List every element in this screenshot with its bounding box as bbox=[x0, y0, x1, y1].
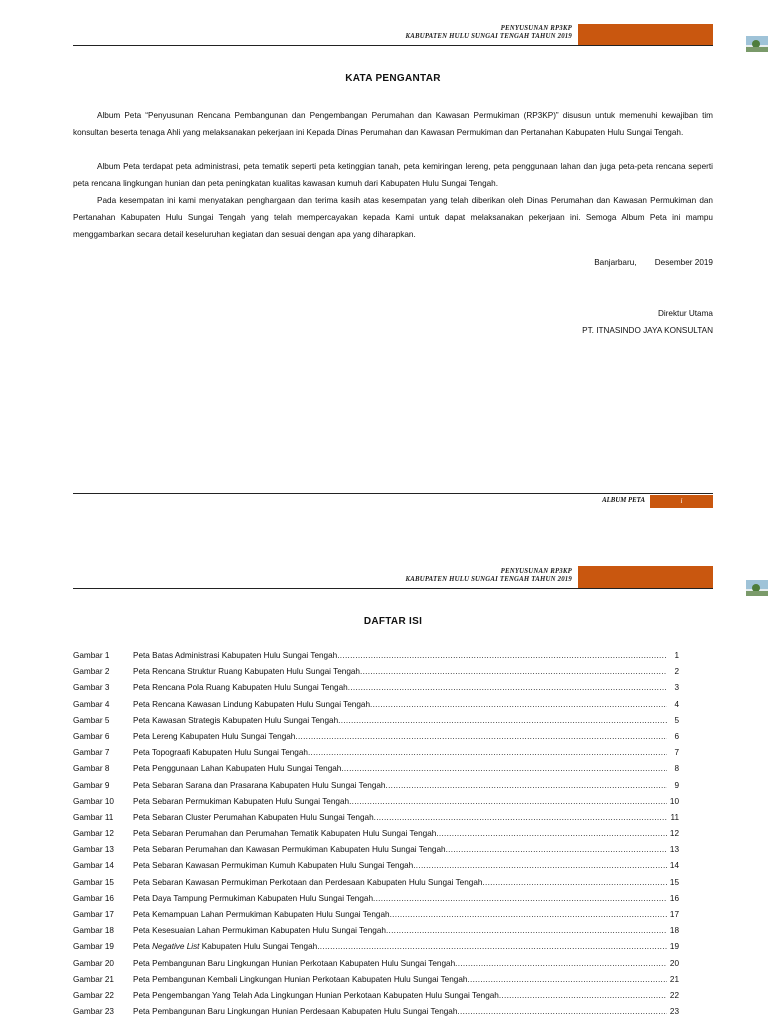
toc-entry-title: Peta Sebaran Kawasan Permukiman Perkotaan dan Perdesaan Kabupaten Hulu Sungai Tengah ..... bbox=[133, 875, 667, 891]
toc-entry[interactable] bbox=[73, 794, 679, 810]
toc-entry-title-italic: Negative List bbox=[152, 942, 200, 952]
toc-entry-number: Gambar 12 bbox=[73, 829, 114, 839]
toc-entry-page: 23 bbox=[669, 1007, 679, 1017]
toc-entry-page: 7 bbox=[674, 748, 679, 758]
toc-entry-number: Gambar 22 bbox=[73, 990, 114, 1000]
toc-entry-number: Gambar 5 bbox=[73, 715, 110, 725]
toc-entry[interactable] bbox=[73, 664, 679, 680]
toc-entry-page: 9 bbox=[674, 780, 679, 790]
toc-leader-dots bbox=[295, 729, 667, 745]
toc-entry[interactable] bbox=[73, 745, 679, 761]
toc-entry-title: Peta Kawasan Strategis Kabupaten Hulu Sungai Tengah ..... bbox=[133, 713, 667, 729]
toc-leader-dots bbox=[337, 648, 667, 664]
landscape-thumbnail-icon bbox=[746, 36, 768, 52]
toc-leader-dots bbox=[390, 907, 667, 923]
toc-leader-dots bbox=[373, 891, 667, 907]
toc-entry-title: Peta Rencana Pola Ruang Kabupaten Hulu Sungai Tengah ..... bbox=[133, 680, 667, 696]
toc-entry[interactable] bbox=[73, 988, 679, 1004]
signer-title: Direktur Utama bbox=[657, 309, 713, 318]
date-text: Desember 2019 bbox=[654, 258, 713, 267]
toc-leader-dots bbox=[370, 697, 667, 713]
toc-entry[interactable] bbox=[73, 1004, 679, 1020]
landscape-thumbnail-icon bbox=[746, 580, 768, 596]
toc-entry-page: 14 bbox=[669, 861, 679, 871]
toc-entry-page: 11 bbox=[670, 812, 679, 822]
toc-entry-number: Gambar 4 bbox=[73, 699, 110, 709]
toc-entry[interactable] bbox=[73, 939, 679, 955]
toc-entry[interactable] bbox=[73, 907, 679, 923]
header-accent-bar bbox=[578, 566, 713, 588]
toc-entry[interactable] bbox=[73, 697, 679, 713]
toc-entry-number: Gambar 10 bbox=[73, 796, 114, 806]
header-rule bbox=[73, 588, 713, 589]
toc-entry-page: 10 bbox=[669, 796, 679, 806]
toc-leader-dots bbox=[348, 680, 667, 696]
paragraph-1: Album Peta “Penyusunan Rencana Pembangunan dan Pengembangan Perumahan dan Kawasan Permukiman (RP3KP)” disusun untuk memenuhi kewajiban tim konsultan beserta tenaga Ahli yang melaksanakan pekerjaan ini Kepada Dinas Perumahan dan Kawasan Permukiman dan Pertanahan Kabupaten Hulu Sungai Tengah. bbox=[73, 111, 713, 137]
toc-entry-number: Gambar 3 bbox=[73, 683, 110, 693]
footer-label: ALBUM PETA bbox=[602, 497, 645, 504]
toc-entry-number: Gambar 9 bbox=[73, 780, 110, 790]
toc-entry-page: 6 bbox=[674, 731, 679, 741]
toc-entry-title: Peta Topograafi Kabupaten Hulu Sungai Tengah ..... bbox=[133, 745, 667, 761]
toc-entry[interactable] bbox=[73, 923, 679, 939]
document-page-2 bbox=[0, 545, 768, 1024]
page-title: KATA PENGANTAR bbox=[345, 73, 441, 84]
toc-entry[interactable] bbox=[73, 842, 679, 858]
toc-entry-title: Peta Kesesuaian Lahan Permukiman Kabupaten Hulu Sungai Tengah ..... bbox=[133, 923, 667, 939]
toc-entry-page: 1 bbox=[674, 651, 679, 660]
toc-entry[interactable] bbox=[73, 810, 679, 826]
toc-leader-dots bbox=[413, 858, 667, 874]
toc-entry-page: 15 bbox=[669, 877, 679, 887]
toc-leader-dots bbox=[467, 972, 667, 988]
toc-entry-title: Peta Sebaran Permukiman Kabupaten Hulu Sungai Tengah ..... bbox=[133, 794, 667, 810]
toc-entry-number: Gambar 7 bbox=[73, 748, 110, 758]
page-header-text bbox=[406, 25, 572, 41]
toc-leader-dots bbox=[317, 939, 667, 955]
toc-entry-title: Peta Pembangunan Baru Lingkungan Hunian Perdesaan Kabupaten Hulu Sungai Tengah ..... bbox=[133, 1004, 667, 1020]
toc-entry-number: Gambar 6 bbox=[73, 731, 110, 741]
toc-entry-title: Peta Penggunaan Lahan Kabupaten Hulu Sungai Tengah ..... bbox=[133, 761, 667, 777]
toc-entry-page: 3 bbox=[674, 683, 679, 693]
toc-entry-title-suffix: Kabupaten Hulu Sungai Tengah bbox=[199, 942, 318, 952]
toc-entry-title: Peta Batas Administrasi Kabupaten Hulu Sungai Tengah ..... bbox=[133, 648, 667, 664]
toc-entry-title: Peta Sebaran Sarana dan Prasarana Kabupaten Hulu Sungai Tengah ..... bbox=[133, 778, 667, 794]
toc-entry-page: 5 bbox=[674, 715, 679, 725]
paragraph-3: Pada kesempatan ini kami menyatakan penghargaan dan terima kasih atas kesempatan yang telah diberikan oleh Dinas Perumahan dan Kawasan Permukiman dan Pertanahan Kabupaten Hulu Sungai Tengah yang telah mempercayakan kepada Kami untuk dapat melaksanakan pekerjaan ini. Semoga Album Peta ini mampu menggambarkan secara detail keseluruhan kegiatan dan sesuai dengan apa yang diharapkan. bbox=[73, 196, 713, 239]
toc-leader-dots bbox=[349, 794, 667, 810]
toc-entry[interactable] bbox=[73, 648, 679, 664]
toc-leader-dots bbox=[341, 761, 667, 777]
toc-entry-page: 19 bbox=[669, 942, 679, 952]
toc-entry-number: Gambar 19 bbox=[73, 942, 114, 952]
toc-entry-page: 18 bbox=[669, 926, 679, 936]
toc-entry-page: 21 bbox=[669, 974, 679, 984]
toc-entry[interactable] bbox=[73, 956, 679, 972]
toc-leader-dots bbox=[338, 713, 667, 729]
toc-entry[interactable] bbox=[73, 680, 679, 696]
toc-entry-title: Peta Sebaran Cluster Perumahan Kabupaten Hulu Sungai Tengah ..... bbox=[133, 810, 667, 826]
toc-entry[interactable] bbox=[73, 761, 679, 777]
toc-entry-title: Peta Pembangunan Baru Lingkungan Hunian Perkotaan Kabupaten Hulu Sungai Tengah ..... bbox=[133, 956, 667, 972]
toc-entry-number: Gambar 1 bbox=[73, 651, 110, 660]
footer-page-number: i bbox=[650, 495, 713, 508]
toc-entry-title: Peta Rencana Struktur Ruang Kabupaten Hulu Sungai Tengah ..... bbox=[133, 664, 667, 680]
header-rule bbox=[73, 45, 713, 46]
toc-entry-number: Gambar 15 bbox=[73, 877, 114, 887]
toc-leader-dots bbox=[386, 923, 667, 939]
toc-leader-dots bbox=[374, 810, 667, 826]
toc-entry-page: 17 bbox=[669, 910, 679, 919]
header-line-1: PENYUSUNAN RP3KP bbox=[500, 25, 572, 32]
page-title: DAFTAR ISI bbox=[363, 616, 423, 627]
toc-leader-dots bbox=[436, 826, 667, 842]
toc-leader-dots bbox=[360, 664, 667, 680]
toc-entry-title: Peta Rencana Kawasan Lindung Kabupaten Hulu Sungai Tengah ..... bbox=[133, 697, 667, 713]
toc-entry-number: Gambar 2 bbox=[73, 667, 110, 677]
toc-entry-page: 13 bbox=[669, 845, 679, 855]
toc-entry-title: Peta Daya Tampung Permukiman Kabupaten Hulu Sungai Tengah ..... bbox=[133, 891, 667, 907]
toc-leader-dots bbox=[482, 875, 667, 891]
header-line-2: KABUPATEN HULU SUNGAI TENGAH TAHUN 2019 bbox=[405, 576, 572, 583]
paragraph-2: Album Peta terdapat peta administrasi, peta tematik seperti peta ketinggian tanah, peta kemiringan lereng, peta penggunaan lahan dan juga peta-peta rencana seperti peta rencana lingkungan hunian dan peta peningkatan kualitas kawasan kumuh dari Kabupaten Hulu Sungai Tengah. bbox=[73, 162, 713, 188]
toc-entry-page: 20 bbox=[669, 958, 679, 968]
toc-leader-dots bbox=[308, 745, 667, 761]
toc-entry-number: Gambar 20 bbox=[73, 958, 114, 968]
page-header-text bbox=[406, 568, 572, 584]
header-accent-bar bbox=[578, 24, 713, 46]
toc-leader-dots bbox=[386, 778, 668, 794]
footer-rule bbox=[73, 493, 713, 494]
toc-leader-dots bbox=[455, 956, 667, 972]
header-line-2: KABUPATEN HULU SUNGAI TENGAH TAHUN 2019 bbox=[405, 33, 572, 40]
toc-entry-page: 8 bbox=[674, 764, 679, 774]
toc-entry-title: Peta Kemampuan Lahan Permukiman Kabupaten Hulu Sungai Tengah ..... bbox=[133, 907, 667, 923]
place-text: Banjarbaru, bbox=[594, 258, 637, 267]
toc-entry[interactable] bbox=[73, 826, 679, 842]
toc-entry[interactable] bbox=[73, 713, 679, 729]
toc-entry-number: Gambar 21 bbox=[73, 974, 114, 984]
toc-entry-title: Peta Sebaran Perumahan dan Perumahan Tematik Kabupaten Hulu Sungai Tengah ..... bbox=[133, 826, 667, 842]
toc-leader-dots bbox=[499, 988, 667, 1004]
toc-entry[interactable] bbox=[73, 858, 679, 874]
toc-entry[interactable] bbox=[73, 729, 679, 745]
toc-entry-page: 16 bbox=[669, 893, 679, 903]
toc-entry-number: Gambar 8 bbox=[73, 764, 110, 774]
toc-entry-title: Peta Sebaran Kawasan Permukiman Kumuh Kabupaten Hulu Sungai Tengah ..... bbox=[133, 858, 667, 874]
toc-entry-title: Peta Pembangunan Kembali Lingkungan Hunian Perkotaan Kabupaten Hulu Sungai Tengah ..... bbox=[133, 972, 667, 988]
toc-entry-page: 2 bbox=[674, 667, 679, 677]
toc-entry[interactable] bbox=[73, 875, 679, 891]
toc-entry-number: Gambar 23 bbox=[73, 1007, 114, 1017]
toc-entry-page: 12 bbox=[669, 829, 679, 839]
table-of-contents bbox=[73, 648, 679, 1020]
toc-entry-title: Peta Pengembangan Yang Telah Ada Lingkungan Hunian Perkotaan Kabupaten Hulu Sungai Tengah ..... bbox=[133, 988, 667, 1004]
toc-entry-title bbox=[133, 939, 667, 955]
toc-entry-number: Gambar 16 bbox=[73, 893, 114, 903]
toc-entry-number: Gambar 11 bbox=[73, 812, 114, 822]
toc-entry-title: Peta Lereng Kabupaten Hulu Sungai Tengah ..... bbox=[133, 729, 667, 745]
toc-entry[interactable] bbox=[73, 972, 679, 988]
toc-entry-title-prefix: Peta bbox=[133, 942, 153, 952]
toc-entry-number: Gambar 13 bbox=[73, 845, 114, 855]
toc-entry-page: 22 bbox=[669, 990, 679, 1000]
toc-entry-page: 4 bbox=[674, 699, 679, 709]
toc-leader-dots bbox=[457, 1004, 667, 1020]
toc-entry-title: Peta Sebaran Perumahan dan Kawasan Permukiman Kabupaten Hulu Sungai Tengah ..... bbox=[133, 842, 667, 858]
toc-entry-number: Gambar 17 bbox=[73, 910, 114, 919]
toc-entry[interactable] bbox=[73, 891, 679, 907]
company-name: PT. ITNASINDO JAYA KONSULTAN bbox=[582, 326, 713, 335]
toc-leader-dots bbox=[446, 842, 667, 858]
header-line-1: PENYUSUNAN RP3KP bbox=[500, 568, 572, 575]
toc-entry[interactable] bbox=[73, 778, 679, 794]
place-date-line bbox=[594, 258, 713, 267]
toc-entry-number: Gambar 14 bbox=[73, 861, 114, 871]
toc-entry-number: Gambar 18 bbox=[73, 926, 114, 936]
